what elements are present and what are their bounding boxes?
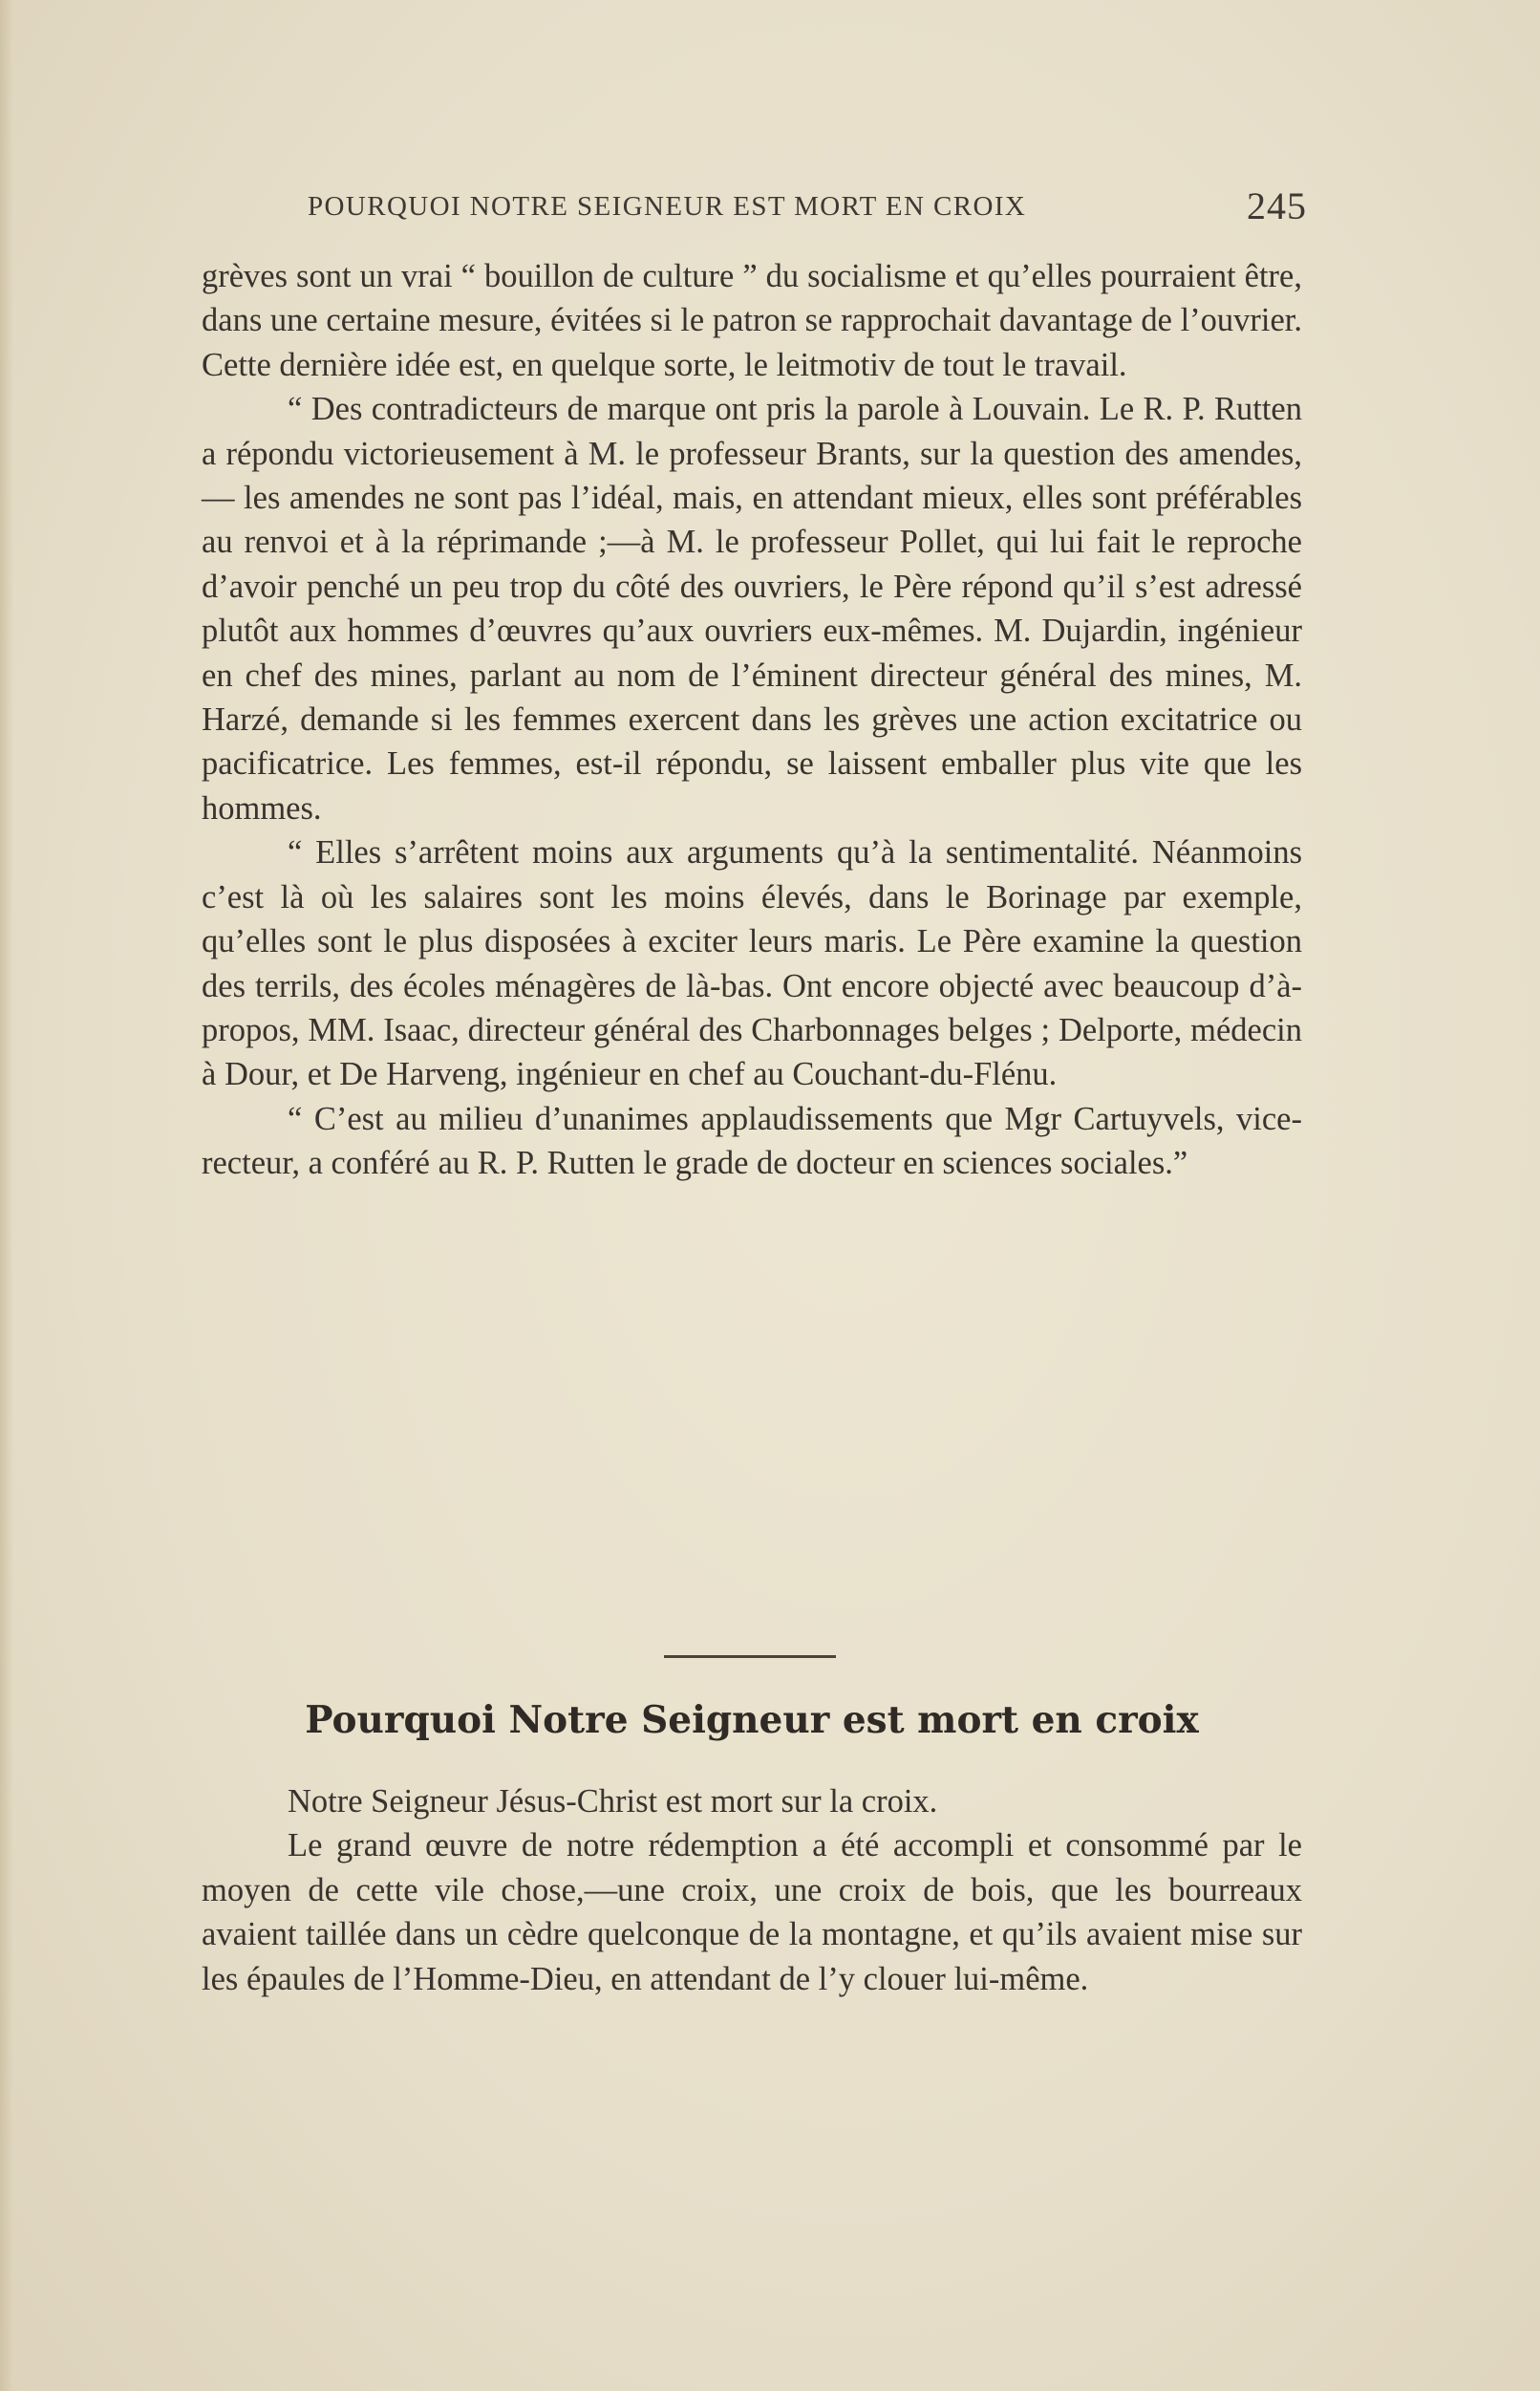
- paragraph: grèves sont un vrai “ bouillon de culture ” du socialisme et qu’elles pourraient être, dans une certaine mesure, évitées si le patron se rapprochait davantage de l’ouvrier. Cette dernière idée est, en quelque sorte, le leitmotiv de tout le travail.: [202, 258, 1302, 383]
- section-heading: Pourquoi Notre Seigneur est mort en croix: [305, 1698, 1199, 1742]
- paragraph: “ Elles s’arrêtent moins aux arguments qu’à la sentimentalité. Néanmoins c’est là où les salaires sont les moins élevés, dans le Borinage par exemple, qu’elles sont le plus disposées à exciter leurs maris. Le Père examine la question des terrils, des écoles ménagères de là-bas. Ont encore objecté avec beaucoup d’à-propos, MM. Isaac, directeur général des Charbonnages belges ; Delporte, médecin à Dour, et De Harveng, ingénieur en chef au Couchant-du-Flénu.: [202, 834, 1302, 1093]
- running-title: POURQUOI NOTRE SEIGNEUR EST MORT EN CROIX: [308, 191, 1027, 222]
- section-divider: [664, 1655, 836, 1658]
- paragraph: Notre Seigneur Jésus-Christ est mort sur la croix.: [288, 1783, 938, 1820]
- paragraph: “ Des contradicteurs de marque ont pris la parole à Louvain. Le R. P. Rutten a répondu victorieusement à M. le professeur Brants, sur la question des amendes,— les amendes ne sont pas l’idéal, mais, en attendant mieux, elles sont préférables au renvoi et à la réprimande ;—à M. le professeur Pollet, qui lui fait le reproche d’avoir penché un peu trop du côté des ouvriers, le Père répond qu’il s’est adressé plutôt aux hommes d’œuvres qu’aux ouvriers eux-mêmes. M. Dujardin, ingénieur en chef des mines, parlant au nom de l’éminent directeur général des mines, M. Harzé, demande si les femmes exercent dans les grèves une action excitatrice ou pacificatrice. Les femmes, est-il répondu, se laissent emballer plus vite que les hommes.: [202, 391, 1302, 827]
- paragraph: Le grand œuvre de notre rédemption a été accompli et consommé par le moyen de cette vile chose,—une croix, une croix de bois, que les bourreaux avaient taillée dans un cèdre quelconque de la montagne, et qu’ils avaient mise sur les épaules de l’Homme-Dieu, en attendant de l’y clouer lui-même.: [202, 1827, 1302, 1997]
- body-text-top: [202, 254, 1302, 1186]
- body-text-section: [202, 1779, 1302, 2001]
- page-number: 245: [1247, 184, 1307, 227]
- paragraph: “ C’est au milieu d’unanimes applaudissements que Mgr Cartuyvels, vice-recteur, a conféré au R. P. Rutten le grade de docteur en sciences sociales.”: [202, 1100, 1302, 1182]
- page-edge-shadow: [0, 0, 13, 2391]
- running-header: [308, 183, 1307, 231]
